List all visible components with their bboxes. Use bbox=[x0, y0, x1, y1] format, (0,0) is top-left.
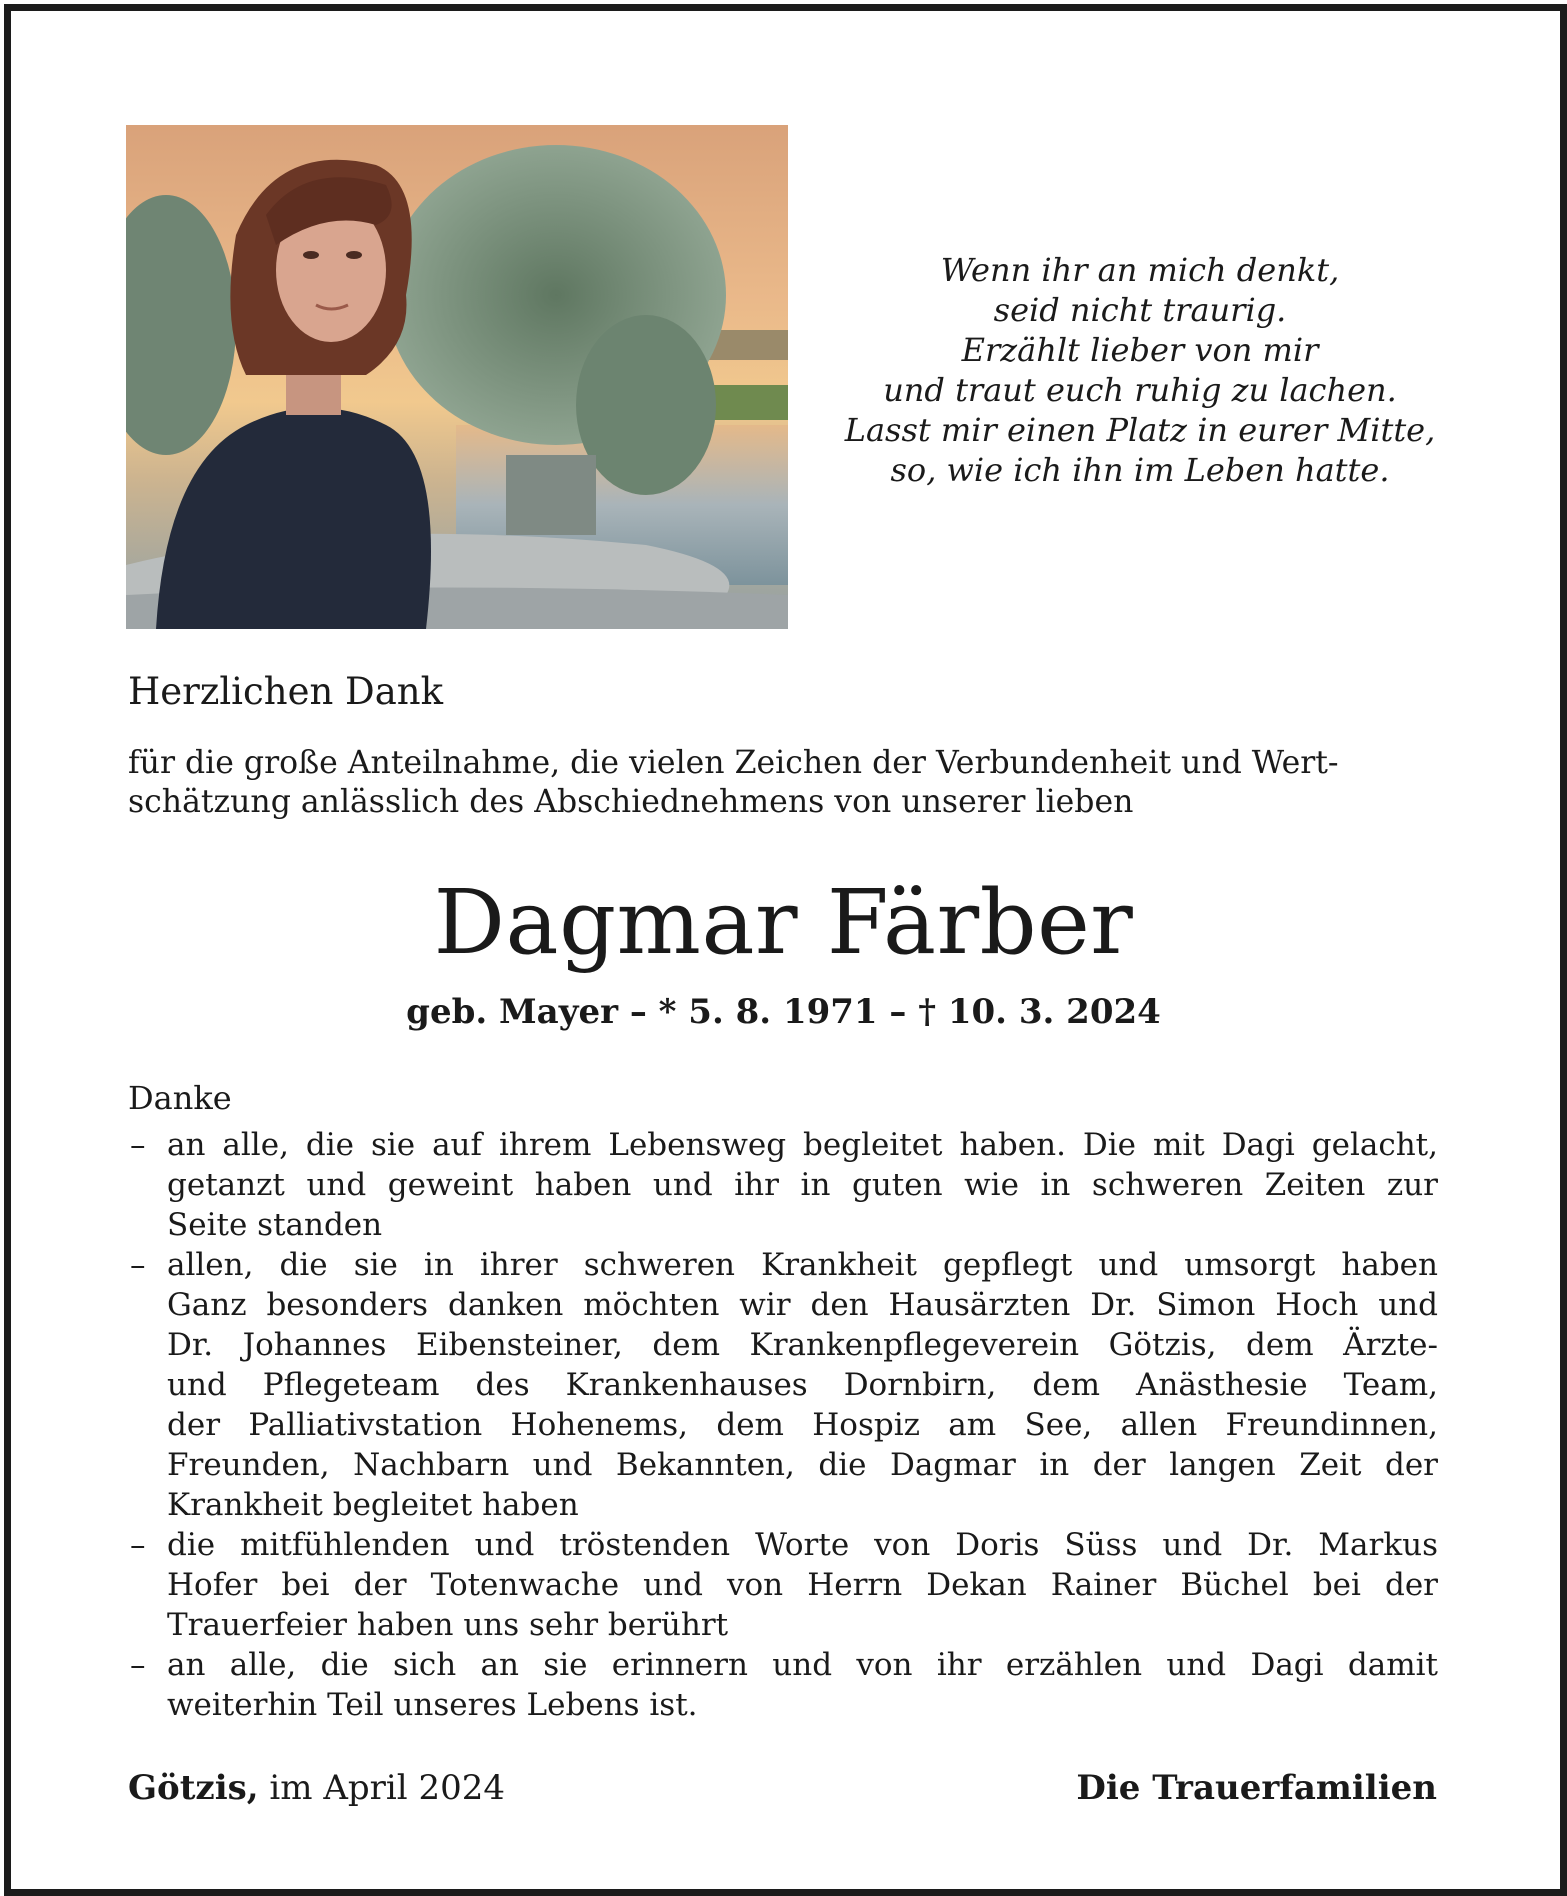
poem-line: und traut euch ruhig zu lachen. bbox=[883, 371, 1397, 409]
footer-place-date bbox=[128, 1765, 505, 1811]
list-line: Hofer bei der Totenwache und von Herrn Dekan Rainer Büchel bei der bbox=[167, 1567, 1438, 1603]
poem bbox=[830, 250, 1450, 490]
list-line: die mitfühlenden und tröstenden Worte von Doris Süss und Dr. Markus bbox=[167, 1527, 1438, 1563]
dash-bullet: – bbox=[130, 1647, 146, 1683]
list-item bbox=[128, 1645, 1438, 1725]
deceased-dates: geb. Mayer – * 5. 8. 1971 – † 10. 3. 2024 bbox=[406, 992, 1161, 1032]
deceased-name: Dagmar Färber bbox=[433, 870, 1134, 974]
danke-label: Danke bbox=[128, 1079, 232, 1117]
list-line: Ganz besonders danken möchten wir den Hausärzten Dr. Simon Hoch und bbox=[167, 1287, 1438, 1323]
list-line: Dr. Johannes Eibensteiner, dem Krankenpflegeverein Götzis, dem Ärzte- bbox=[167, 1327, 1438, 1363]
intro-line: schätzung anlässlich des Abschiednehmens von unserer lieben bbox=[128, 784, 1134, 820]
poem-line: so, wie ich ihn im Leben hatte. bbox=[890, 451, 1390, 489]
thanks-heading: Herzlichen Dank bbox=[128, 670, 444, 713]
list-line: weiterhin Teil unseres Lebens ist. bbox=[167, 1687, 698, 1723]
poem-line: seid nicht traurig. bbox=[993, 291, 1287, 329]
list-line: der Palliativstation Hohenems, dem Hospiz am See, allen Freundinnen, bbox=[167, 1407, 1438, 1443]
list-line: getanzt und geweint haben und ihr in guten wie in schweren Zeiten zur bbox=[167, 1167, 1438, 1203]
list-line: allen, die sie in ihrer schweren Krankheit gepflegt und umsorgt haben bbox=[167, 1247, 1438, 1283]
list-item bbox=[128, 1125, 1438, 1245]
list-line: und Pflegeteam des Krankenhauses Dornbirn, dem Anästhesie Team, bbox=[167, 1367, 1438, 1403]
intro-text bbox=[128, 744, 1438, 822]
list-line: Seite standen bbox=[167, 1207, 383, 1243]
list-line: Freunden, Nachbarn und Bekannten, die Dagmar in der langen Zeit der bbox=[167, 1447, 1438, 1483]
list-item bbox=[128, 1245, 1438, 1525]
poem-line: Lasst mir einen Platz in eurer Mitte, bbox=[844, 411, 1436, 449]
dash-bullet: – bbox=[130, 1127, 146, 1163]
footer-date: im April 2024 bbox=[258, 1768, 506, 1808]
list-item bbox=[128, 1525, 1438, 1645]
footer-place: Götzis, bbox=[128, 1768, 259, 1808]
dash-bullet: – bbox=[130, 1247, 146, 1283]
list-line: an alle, die sie auf ihrem Lebensweg begleitet haben. Die mit Dagi gelacht, bbox=[167, 1127, 1438, 1163]
list-line: Krankheit begleitet haben bbox=[167, 1487, 579, 1523]
dash-bullet: – bbox=[130, 1527, 146, 1563]
list-line: an alle, die sich an sie erinnern und von ihr erzählen und Dagi damit bbox=[167, 1647, 1438, 1683]
intro-line: für die große Anteilnahme, die vielen Zeichen der Verbundenheit und Wert- bbox=[128, 745, 1339, 781]
poem-line: Wenn ihr an mich denkt, bbox=[940, 251, 1340, 289]
footer-signature: Die Trauerfamilien bbox=[1076, 1768, 1437, 1808]
thanks-list bbox=[128, 1125, 1438, 1725]
list-line: Trauerfeier haben uns sehr berührt bbox=[167, 1607, 729, 1643]
portrait-photo bbox=[126, 125, 788, 629]
poem-line: Erzählt lieber von mir bbox=[961, 331, 1319, 369]
